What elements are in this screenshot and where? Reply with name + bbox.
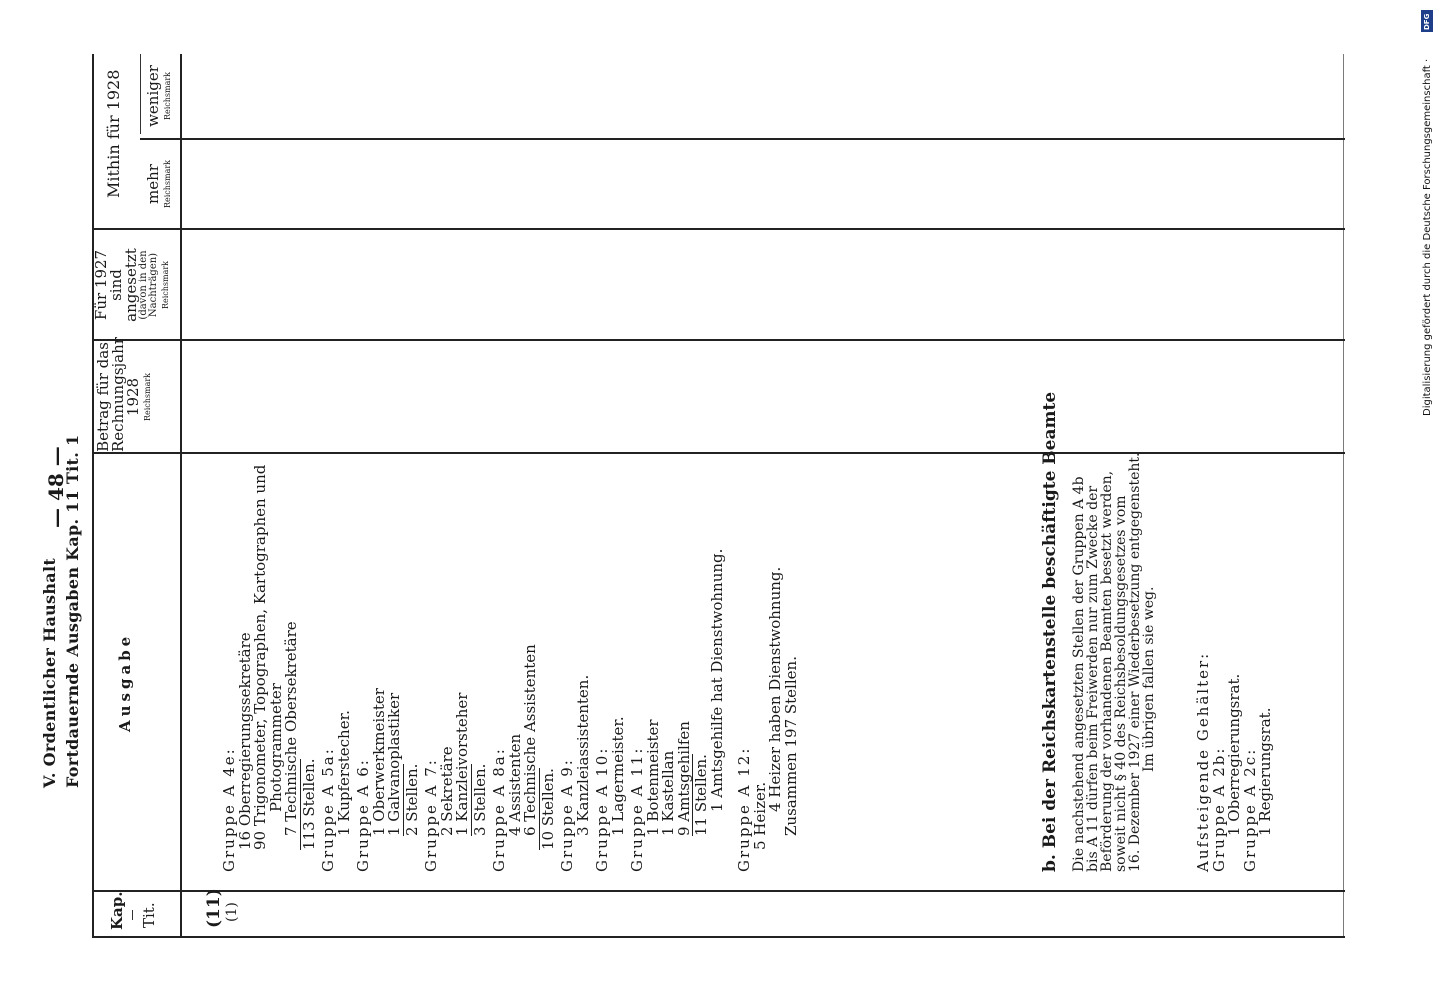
paragraph-line: bis A 11 dürfen beim Freiwerden nur zum Zwecke der [1085, 485, 1101, 872]
sum-line: 113 Stellen. [299, 758, 318, 850]
tit-number: (1) [224, 902, 240, 922]
total-line: Zusammen 197 Stellen. [781, 656, 800, 836]
table-bottom-rule [1343, 54, 1344, 938]
kap-label: Kap. [108, 891, 126, 930]
col-divider-weniger [140, 138, 1345, 140]
betrag-label-1: Betrag für das [94, 342, 112, 452]
col-divider-1927 [92, 339, 1345, 341]
list-item: 1 Botenmeister [643, 719, 662, 836]
section-b-paragraph [1072, 453, 1156, 872]
col-divider-ausgabe [92, 890, 1345, 892]
betrag-header [94, 337, 153, 452]
list-item: 1 Kastellan [659, 750, 677, 836]
list-item: 1 Galvanoplastiker [385, 692, 403, 836]
header-title-line-1: V. Ordentlicher Haushalt [40, 557, 59, 788]
page-number: — 48 — [44, 446, 68, 528]
list-item: 1 Kupferstecher. [334, 710, 353, 836]
group-heading: Gruppe A 7: [422, 758, 440, 872]
mithin-label: Mithin für 1928 [104, 69, 123, 198]
list-item: 2 Sekretäre [437, 746, 456, 836]
side-caption-text: Digitalisierung gefördert durch die Deutsche Forschungsgemeinschaft · [1422, 58, 1433, 416]
list-item: 4 Assistenten [505, 733, 524, 836]
mehr-label: mehr [144, 164, 162, 204]
list-item: 5 Heizer. [750, 781, 769, 850]
list-item: Photogrammeter [266, 683, 285, 812]
group-heading: Gruppe A 12: [735, 746, 753, 872]
weniger-header [146, 54, 173, 138]
ausgabe-entries [222, 465, 799, 872]
paragraph-line: Beförderung der vorhandenen Beamten besetzt werden, [1099, 470, 1115, 872]
list-item: 7 Technische Obersekretäre [282, 621, 300, 836]
group-heading: Gruppe A 2b: [1209, 746, 1228, 872]
sum-line: 10 Stellen. [538, 768, 557, 850]
side-caption [1422, 36, 1434, 416]
list-item: 1 Oberregierungsrat. [1225, 673, 1243, 836]
col-divider-kap [92, 936, 1345, 938]
aufsteigend-heading: Aufsteigende Gehälter: [1194, 651, 1212, 872]
mehr-header [146, 140, 173, 228]
col-divider-betrag [92, 452, 1345, 454]
fuer-1927-label-2: sind angesetzt [107, 248, 140, 322]
group-heading: Gruppe A 8a: [490, 747, 508, 872]
list-item: 9 Amtsgehilfen [674, 721, 693, 836]
table-top-rule [92, 54, 94, 938]
betrag-unit: Reichsmark [143, 372, 152, 422]
kap-tit-divider [132, 910, 133, 920]
list-item: 90 Trigonometer, Topographen, Kartographen und [251, 464, 269, 850]
sum-line: 2 Stellen. [402, 763, 421, 836]
note: 4 Heizer haben Dienstwohnung. [766, 566, 784, 812]
list-item: 16 Oberregierungssekretäre [235, 632, 254, 850]
kap-number: (11) [204, 888, 224, 928]
paragraph-line: Die nachstehend angesetzten Stellen der Gruppen A 4b [1071, 476, 1087, 872]
group-heading: Gruppe A 6: [354, 758, 372, 872]
note: 1 Amtsgehilfe hat Dienstwohnung. [707, 548, 726, 812]
mehr-unit: Reichsmark [163, 159, 172, 209]
sum-line: 11 Stellen. [692, 754, 710, 836]
paragraph-line: soweit nicht § 40 des Reichsbesoldungsgesetzes vom [1113, 495, 1129, 872]
group-heading: Gruppe A 11: [628, 746, 646, 872]
list-item: 1 Regierungsrat. [1256, 707, 1274, 836]
col-divider-mehr [92, 228, 1345, 230]
list-item: 3 Kanzleiassistenten. [573, 674, 592, 836]
weniger-unit: Reichsmark [163, 71, 172, 121]
fuer-1927-label-4: Nachträgen) [148, 252, 159, 318]
section-b-title: b. Bei der Reichskartenstelle beschäftigte Beamte [1040, 391, 1060, 872]
group-heading: Gruppe A 5a: [319, 747, 337, 872]
dfg-logo [1421, 10, 1433, 32]
ausgabe-label: Ausgabe [116, 632, 134, 732]
list-item: 1 Lagermeister. [608, 716, 627, 836]
paragraph-line: Im übrigen fallen sie weg. [1141, 586, 1157, 772]
list-item: 1 Kanzleivorsteher [453, 692, 471, 836]
paragraph-line: 16. Dezember 1927 einer Wiederbesetzung entgegensteht. [1127, 452, 1143, 872]
header-title-line-2: Fortdauernde Ausgaben Kap. 11 Tit. 1 [63, 434, 82, 788]
group-heading: Gruppe A 2c: [1240, 747, 1259, 872]
dfg-logo-text: DFG [1423, 13, 1431, 30]
section-b-entries [1196, 652, 1274, 872]
list-item: 1 Oberwerkmeister [369, 688, 388, 836]
list-item: 6 Technische Assistenten [521, 644, 539, 836]
mithin-rule [140, 54, 141, 134]
group-heading: Gruppe A 4e: [220, 747, 238, 872]
betrag-label-2: Rechnungsjahr [109, 337, 127, 452]
fuer-1927-unit: Reichsmark [161, 260, 170, 310]
fuer-1927-header [94, 231, 171, 339]
group-heading: Gruppe A 9: [558, 758, 576, 872]
weniger-label: weniger [144, 65, 162, 127]
tit-label: Tit. [140, 902, 158, 928]
fuer-1927-label-1: Für 1927 [92, 249, 110, 321]
betrag-label-3: 1928 [124, 377, 142, 417]
sum-line: 3 Stellen. [470, 763, 489, 836]
fuer-1927-label-3: (davon in den [138, 250, 149, 320]
table-header-rule [180, 54, 182, 938]
group-heading: Gruppe A 10: [593, 746, 611, 872]
